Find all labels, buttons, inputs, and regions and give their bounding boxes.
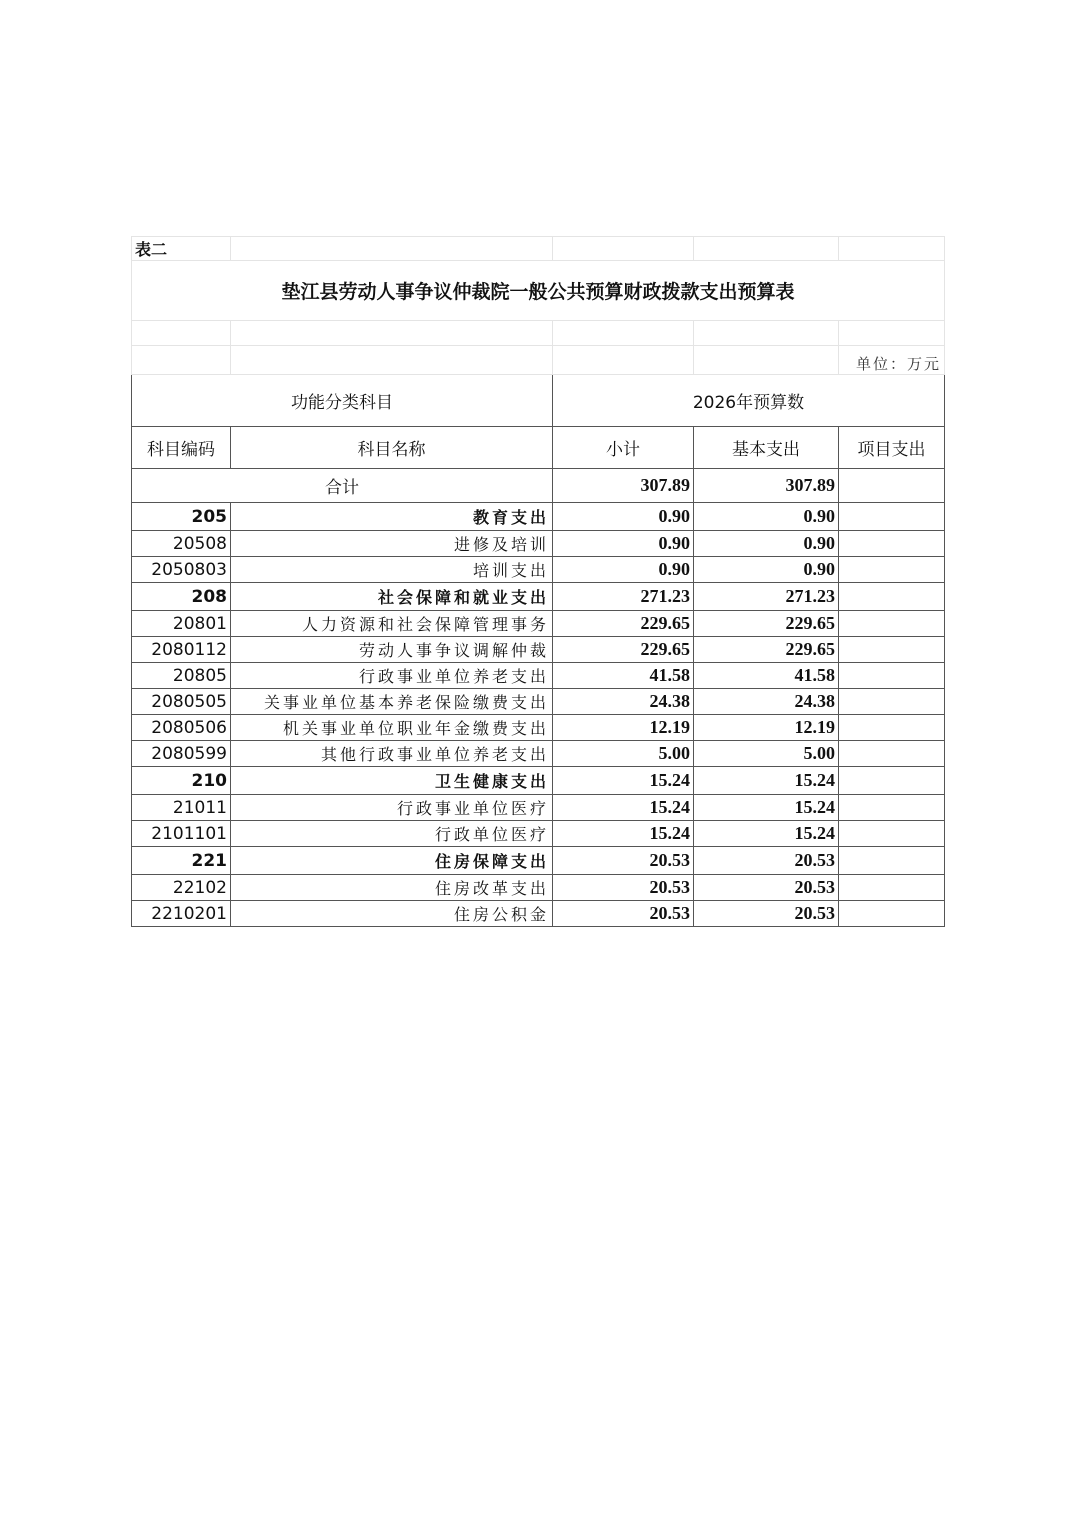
unit-label: 单位：万元 bbox=[839, 346, 945, 375]
row-subtotal: 15.24 bbox=[553, 795, 694, 821]
row-project bbox=[839, 503, 945, 531]
col-header-project: 项目支出 bbox=[839, 427, 945, 469]
total-basic: 307.89 bbox=[694, 469, 839, 503]
col-header-basic: 基本支出 bbox=[694, 427, 839, 469]
row-project bbox=[839, 689, 945, 715]
row-code: 208 bbox=[132, 583, 231, 611]
row-code: 2210201 bbox=[132, 901, 231, 927]
row-subtotal: 20.53 bbox=[553, 901, 694, 927]
row-name: 卫生健康支出 bbox=[231, 767, 553, 795]
row-name: 其他行政事业单位养老支出 bbox=[231, 741, 553, 767]
row-project bbox=[839, 741, 945, 767]
row-basic: 20.53 bbox=[694, 901, 839, 927]
table-row bbox=[132, 767, 945, 795]
row-subtotal: 229.65 bbox=[553, 611, 694, 637]
row-project bbox=[839, 637, 945, 663]
table-row bbox=[132, 637, 945, 663]
table-row bbox=[132, 503, 945, 531]
table-row bbox=[132, 715, 945, 741]
header-budget-year: 2026年预算数 bbox=[553, 375, 945, 427]
col-header-subtotal: 小计 bbox=[553, 427, 694, 469]
row-project bbox=[839, 583, 945, 611]
row-code: 205 bbox=[132, 503, 231, 531]
row-code: 2050803 bbox=[132, 557, 231, 583]
table-row bbox=[132, 901, 945, 927]
row-basic: 12.19 bbox=[694, 715, 839, 741]
row-project bbox=[839, 821, 945, 847]
row-code: 210 bbox=[132, 767, 231, 795]
row-subtotal: 20.53 bbox=[553, 875, 694, 901]
row-name: 人力资源和社会保障管理事务 bbox=[231, 611, 553, 637]
row-project bbox=[839, 715, 945, 741]
col-header-code: 科目编码 bbox=[132, 427, 231, 469]
table-label: 表二 bbox=[132, 237, 231, 261]
row-subtotal: 12.19 bbox=[553, 715, 694, 741]
row-code: 2101101 bbox=[132, 821, 231, 847]
row-project bbox=[839, 847, 945, 875]
row-project bbox=[839, 901, 945, 927]
row-name: 劳动人事争议调解仲裁 bbox=[231, 637, 553, 663]
row-basic: 271.23 bbox=[694, 583, 839, 611]
row-name: 关事业单位基本养老保险缴费支出 bbox=[231, 689, 553, 715]
row-name: 进修及培训 bbox=[231, 531, 553, 557]
row-project bbox=[839, 557, 945, 583]
table-row bbox=[132, 689, 945, 715]
row-code: 2080506 bbox=[132, 715, 231, 741]
row-basic: 5.00 bbox=[694, 741, 839, 767]
row-basic: 20.53 bbox=[694, 875, 839, 901]
row-basic: 15.24 bbox=[694, 795, 839, 821]
row-subtotal: 229.65 bbox=[553, 637, 694, 663]
table-row bbox=[132, 821, 945, 847]
row-code: 2080505 bbox=[132, 689, 231, 715]
table-row bbox=[132, 663, 945, 689]
row-name: 住房改革支出 bbox=[231, 875, 553, 901]
budget-table bbox=[131, 236, 945, 927]
row-code: 20508 bbox=[132, 531, 231, 557]
total-project bbox=[839, 469, 945, 503]
table-row bbox=[132, 875, 945, 901]
row-project bbox=[839, 531, 945, 557]
row-name: 培训支出 bbox=[231, 557, 553, 583]
row-name: 住房公积金 bbox=[231, 901, 553, 927]
row-code: 21011 bbox=[132, 795, 231, 821]
table-row bbox=[132, 583, 945, 611]
row-basic: 15.24 bbox=[694, 767, 839, 795]
row-basic: 0.90 bbox=[694, 503, 839, 531]
row-name: 住房保障支出 bbox=[231, 847, 553, 875]
row-basic: 229.65 bbox=[694, 637, 839, 663]
row-name: 行政单位医疗 bbox=[231, 821, 553, 847]
col-header-name: 科目名称 bbox=[231, 427, 553, 469]
row-basic: 15.24 bbox=[694, 821, 839, 847]
row-subtotal: 20.53 bbox=[553, 847, 694, 875]
row-code: 221 bbox=[132, 847, 231, 875]
row-subtotal: 15.24 bbox=[553, 767, 694, 795]
row-project bbox=[839, 875, 945, 901]
row-subtotal: 24.38 bbox=[553, 689, 694, 715]
row-subtotal: 15.24 bbox=[553, 821, 694, 847]
table-row bbox=[132, 795, 945, 821]
total-row bbox=[132, 469, 945, 503]
row-subtotal: 0.90 bbox=[553, 531, 694, 557]
row-basic: 24.38 bbox=[694, 689, 839, 715]
row-basic: 0.90 bbox=[694, 531, 839, 557]
total-subtotal: 307.89 bbox=[553, 469, 694, 503]
row-code: 22102 bbox=[132, 875, 231, 901]
row-subtotal: 0.90 bbox=[553, 503, 694, 531]
row-basic: 229.65 bbox=[694, 611, 839, 637]
row-name: 机关事业单位职业年金缴费支出 bbox=[231, 715, 553, 741]
row-basic: 20.53 bbox=[694, 847, 839, 875]
page-title: 垫江县劳动人事争议仲裁院一般公共预算财政拨款支出预算表 bbox=[132, 261, 945, 321]
row-subtotal: 271.23 bbox=[553, 583, 694, 611]
table-row bbox=[132, 531, 945, 557]
row-code: 2080599 bbox=[132, 741, 231, 767]
row-basic: 41.58 bbox=[694, 663, 839, 689]
row-project bbox=[839, 611, 945, 637]
row-basic: 0.90 bbox=[694, 557, 839, 583]
row-name: 行政事业单位养老支出 bbox=[231, 663, 553, 689]
row-subtotal: 5.00 bbox=[553, 741, 694, 767]
row-code: 20801 bbox=[132, 611, 231, 637]
table-row bbox=[132, 847, 945, 875]
row-code: 20805 bbox=[132, 663, 231, 689]
row-project bbox=[839, 795, 945, 821]
header-function-category: 功能分类科目 bbox=[132, 375, 553, 427]
table-row bbox=[132, 557, 945, 583]
row-subtotal: 41.58 bbox=[553, 663, 694, 689]
row-name: 行政事业单位医疗 bbox=[231, 795, 553, 821]
table-row bbox=[132, 741, 945, 767]
table-row bbox=[132, 611, 945, 637]
total-label: 合计 bbox=[132, 469, 553, 503]
row-name: 社会保障和就业支出 bbox=[231, 583, 553, 611]
row-subtotal: 0.90 bbox=[553, 557, 694, 583]
row-project bbox=[839, 767, 945, 795]
row-code: 2080112 bbox=[132, 637, 231, 663]
row-name: 教育支出 bbox=[231, 503, 553, 531]
row-project bbox=[839, 663, 945, 689]
